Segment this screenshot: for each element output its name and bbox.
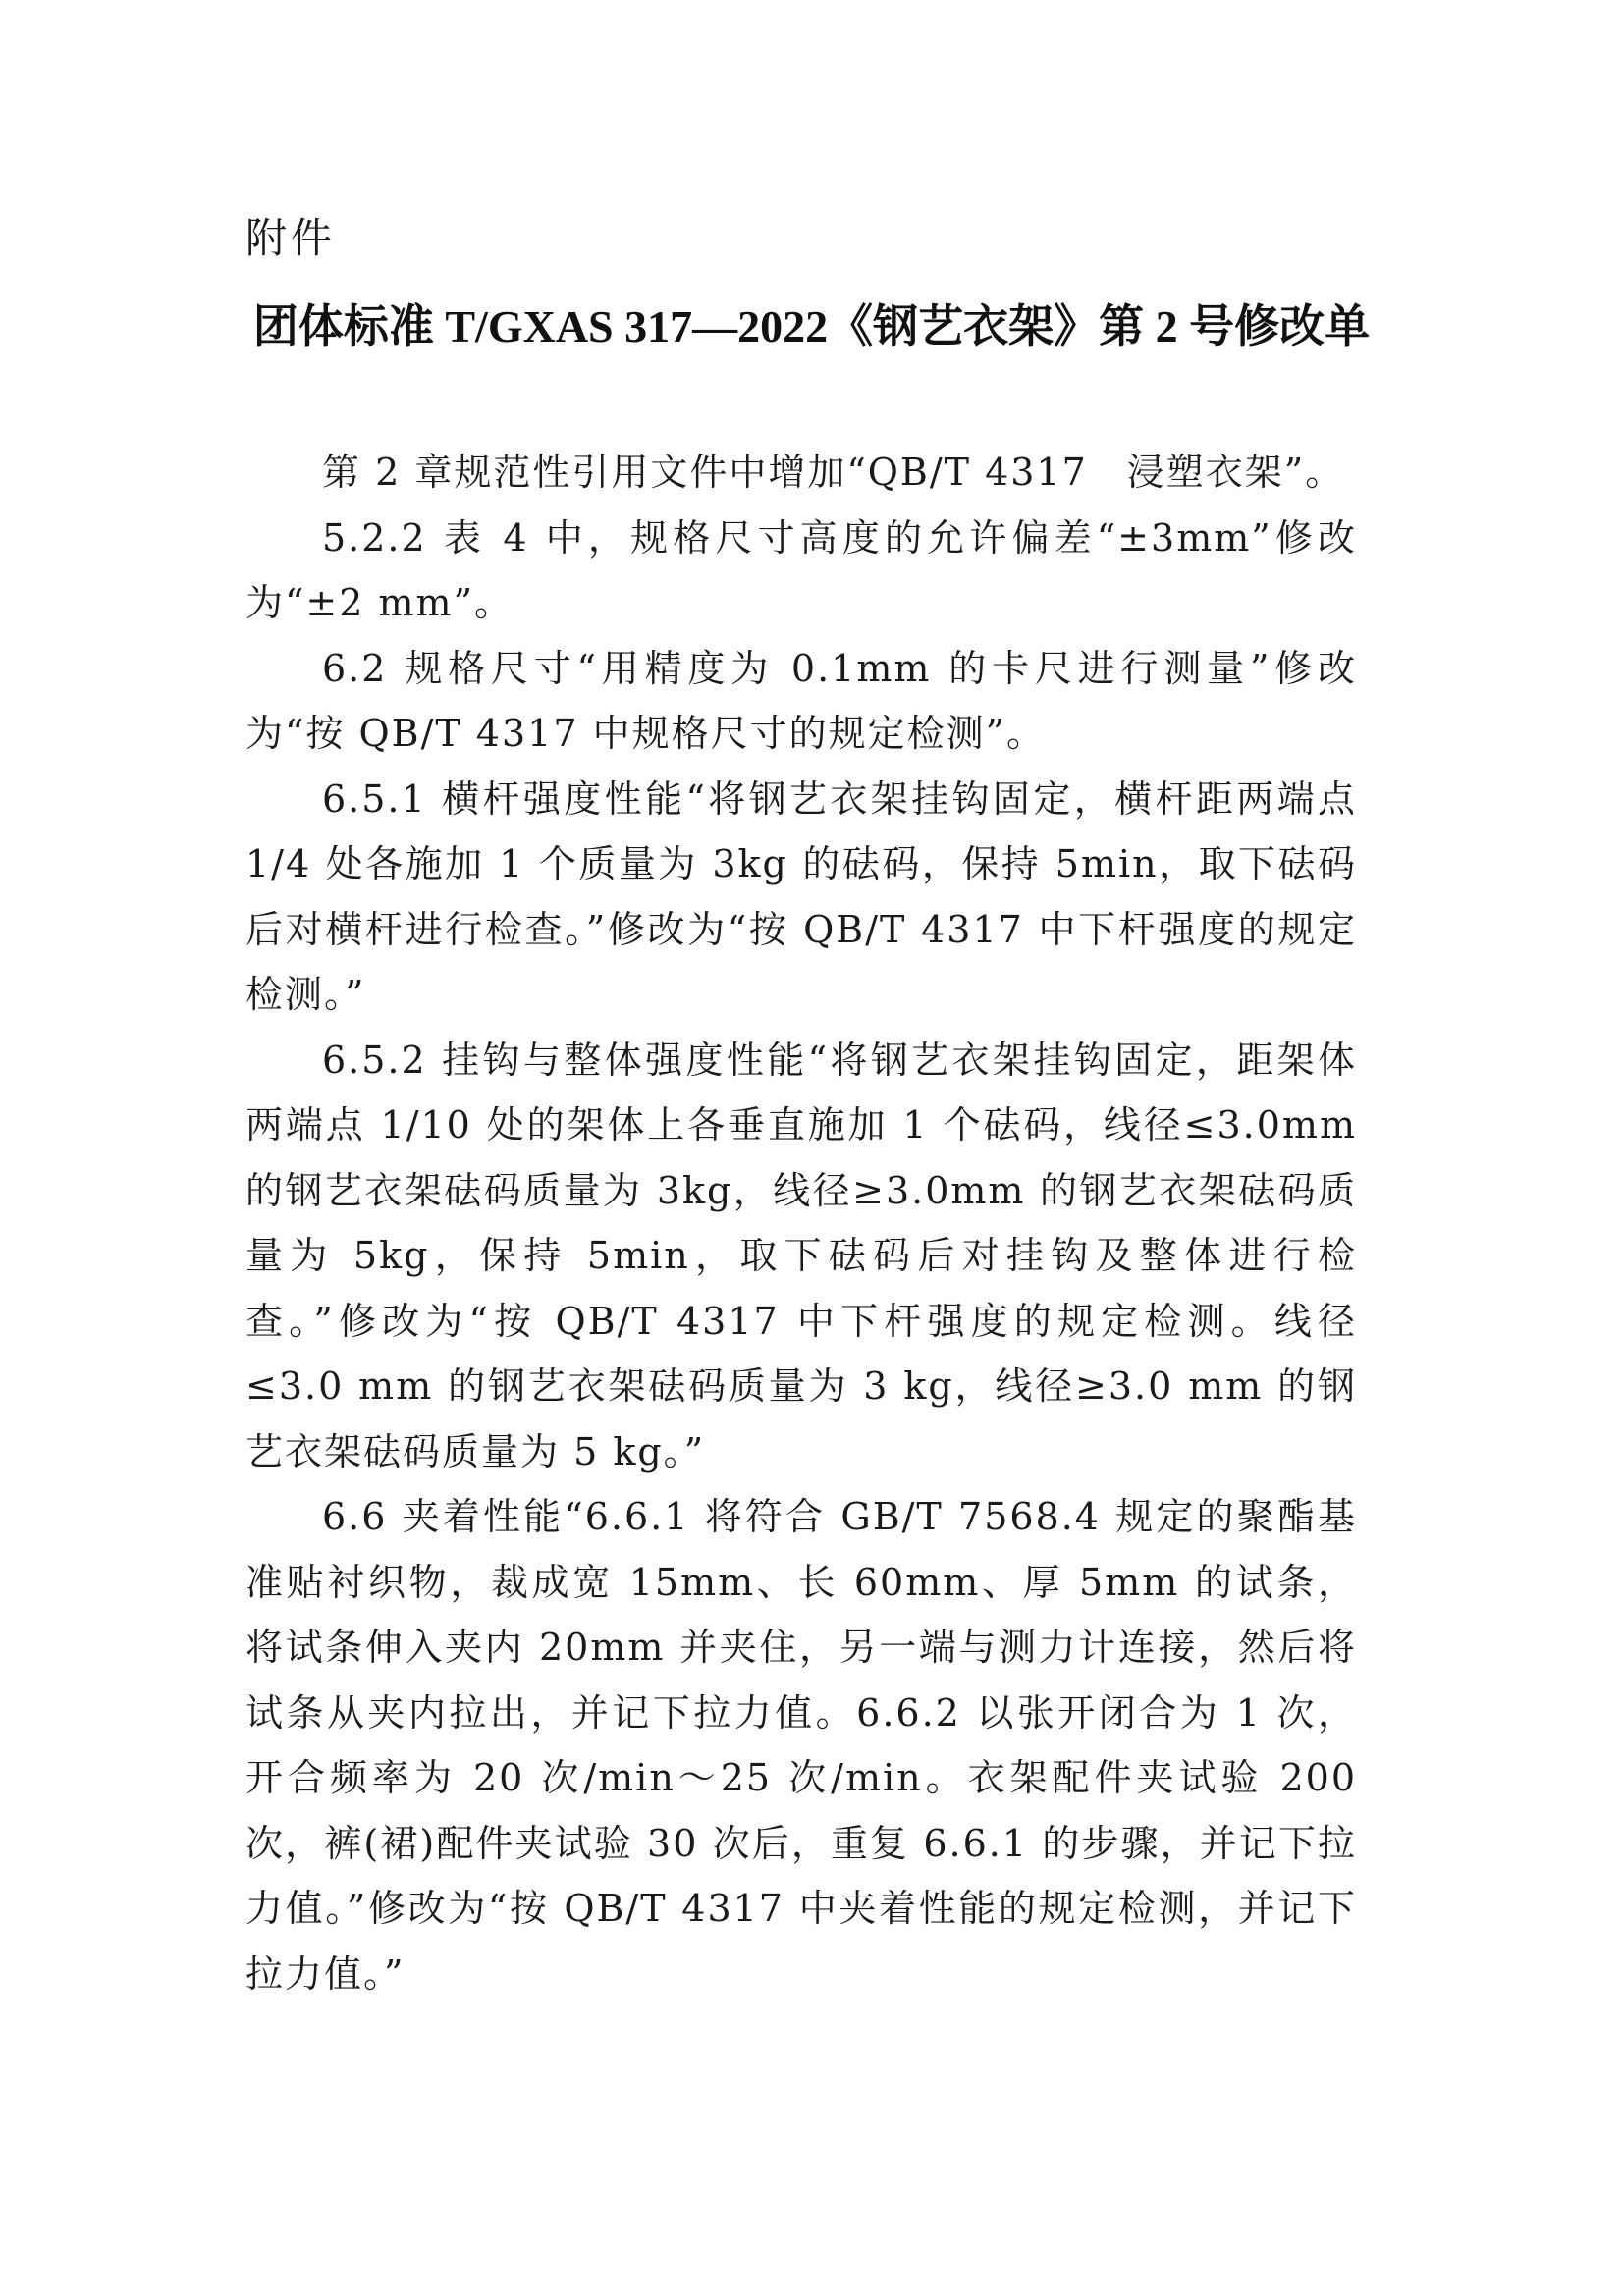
- amendment-paragraph-6-2: 6.2 规格尺寸“用精度为 0.1mm 的卡尺进行测量”修改为“按 QB/T 4317 中规格尺寸的规定检测”。: [245, 646, 1357, 755]
- attachment-label: 附件: [245, 214, 337, 262]
- amendment-paragraph-5-2-2: 5.2.2 表 4 中，规格尺寸高度的允许偏差“±3mm”修改为“±2 mm”。: [245, 515, 1357, 624]
- document-title: 团体标准 T/GXAS 317—2022《钢艺衣架》第 2 号修改单: [252, 301, 1371, 351]
- amendment-body: [245, 440, 1357, 2006]
- amendment-paragraph-ch2: 第 2 章规范性引用文件中增加“QB/T 4317 浸塑衣架”。: [322, 451, 1345, 494]
- amendment-paragraph-6-6: 6.6 夹着性能“6.6.1 将符合 GB/T 7568.4 规定的聚酯基准贴衬织物，裁成宽 15mm、长 60mm、厚 5mm 的试条，将试条伸入夹内 20mm 并夹住，另一端与测力计连接，然后将试条从夹内拉出，并记下拉力值。6.6.2 以张开闭合为 1 次，开合频率为 20 次/min～25 次/min。衣架配件夹试验 200 次，裤(裙)配件夹试验 30 次后，重复 6.6.1 的步骤，并记下拉力值。”修改为“按 QB/T 4317 中夹着性能的规定检测，并记下拉力值。”: [245, 1495, 1357, 1996]
- amendment-paragraph-6-5-2: 6.5.2 挂钩与整体强度性能“将钢艺衣架挂钩固定，距架体两端点 1/10 处的架体上各垂直施加 1 个砝码，线径≤3.0mm 的钢艺衣架砝码质量为 3kg，线径≥3.0mm 的钢艺衣架砝码质量为 5kg，保持 5min，取下砝码后对挂钩及整体进行检查。”修改为“按 QB/T 4317 中下杆强度的规定检测。线径≤3.0 mm 的钢艺衣架砝码质量为 3 kg，线径≥3.0 mm 的钢艺衣架砝码质量为 5 kg。”: [245, 1038, 1357, 1473]
- amendment-paragraph-6-5-1: 6.5.1 横杆强度性能“将钢艺衣架挂钩固定，横杆距两端点 1/4 处各施加 1 个质量为 3kg 的砝码，保持 5min，取下砝码后对横杆进行检查。”修改为“按 QB/T 4317 中下杆强度的规定检测。”: [245, 776, 1357, 1016]
